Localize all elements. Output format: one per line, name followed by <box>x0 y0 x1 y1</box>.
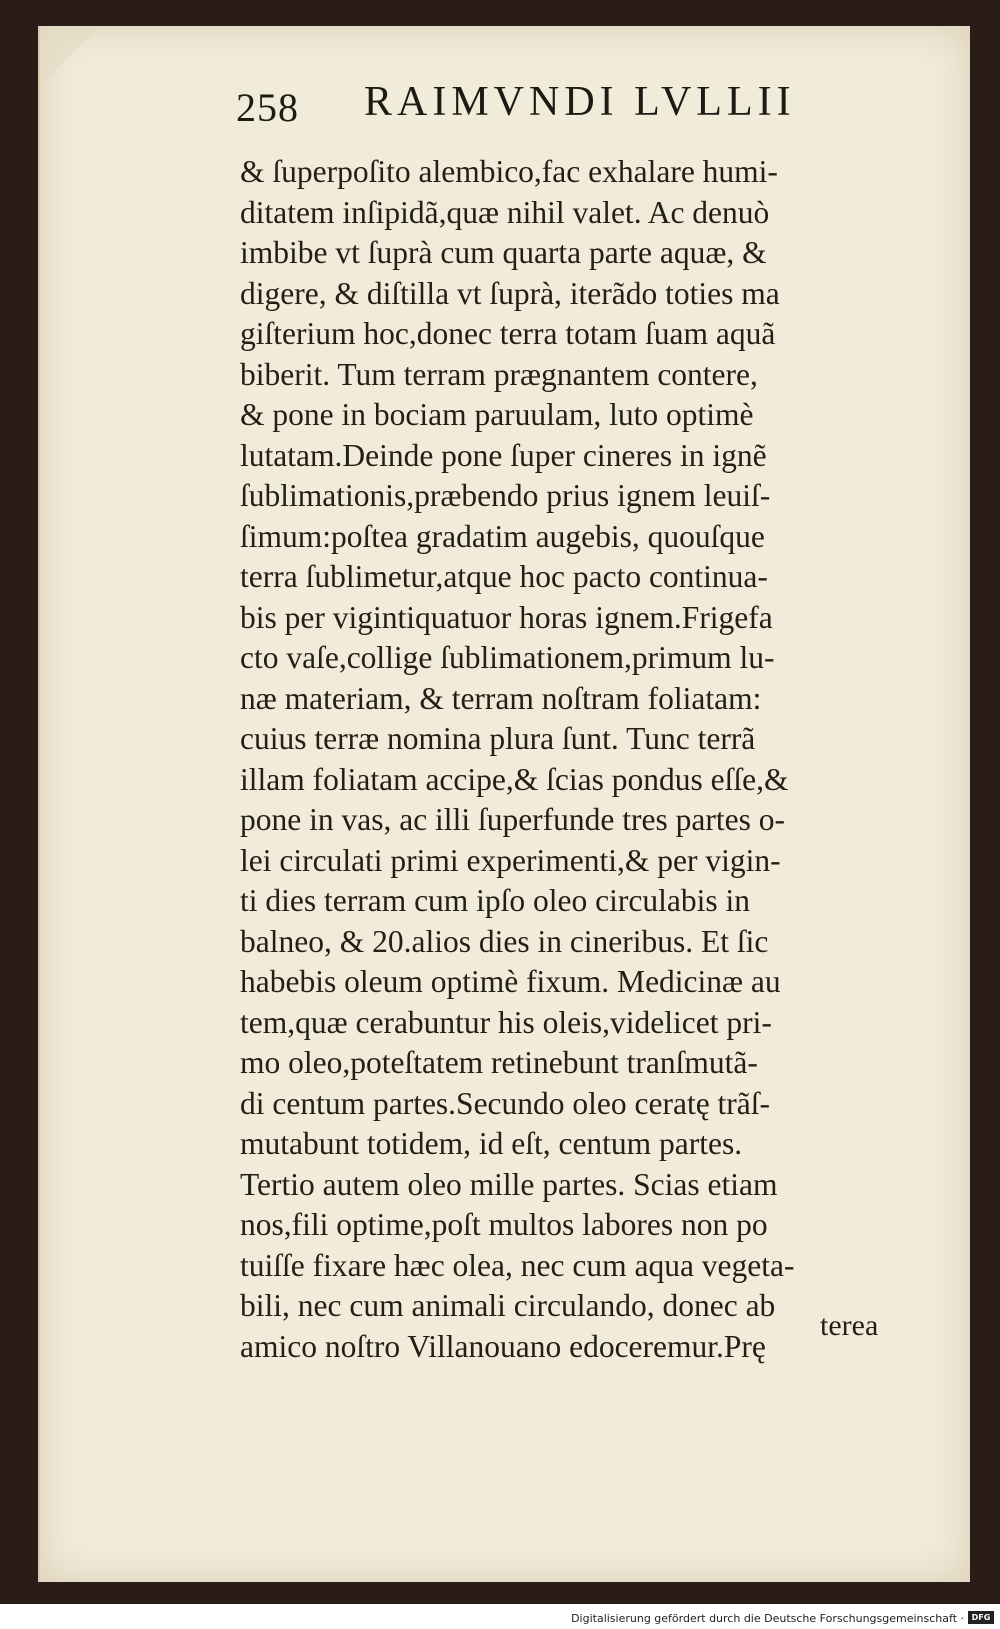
text-line: terra ſublimetur,atque hoc pacto continua- <box>240 559 768 594</box>
text-line: pone in vas, ac illi ſuperfunde tres partes o- <box>240 802 785 837</box>
digitization-credit: Digitalisierung gefördert durch die Deutsche Forschungsgemeinschaft · <box>571 1612 964 1625</box>
text-line: amico noſtro Villanouano edoceremur.Prę <box>240 1328 766 1364</box>
text-line: ſimum:poſtea gradatim augebis, quouſque <box>240 518 765 554</box>
text-line: bis per vigintiquatuor horas ignem.Frigefa <box>240 599 773 635</box>
text-line: giſterium hoc,donec terra totam ſuam aquã <box>240 316 776 351</box>
text-line: tem,quæ cerabuntur his oleis,videlicet pri- <box>240 1004 772 1040</box>
text-line: imbibe vt ſuprà cum quarta parte aquæ, & <box>240 235 767 270</box>
text-line: & pone in bociam paruulam, luto optimè <box>240 397 754 432</box>
text-line: di centum partes.Secundo oleo ceratę trãſ- <box>240 1085 771 1121</box>
dfg-logo: DFG <box>968 1611 994 1624</box>
text-line: mo oleo,poteſtatem retinebunt tranſmutã- <box>240 1045 758 1080</box>
text-line: lei circulati primi experimenti,& per vigin- <box>240 842 781 878</box>
text-line: balneo, & 20.alios dies in cineribus. Et ſic <box>240 923 769 959</box>
page-corner-fold <box>40 26 100 86</box>
text-line: bili, nec cum animali circulando, donec ab <box>240 1288 776 1323</box>
text-line: biberit. Tum terram prægnantem contere, <box>240 356 758 392</box>
text-line: cuius terræ nomina plura ſunt. Tunc terrã <box>240 721 756 756</box>
text-line: cto vaſe,collige ſublimationem,primum lu- <box>240 640 775 675</box>
running-head: RAIMVNDI LVLLII <box>364 79 796 125</box>
text-line: ditatem inſipidã,quæ nihil valet. Ac denuò <box>240 194 770 230</box>
page-number: 258 <box>236 85 299 130</box>
text-line: tuiſſe fixare hæc olea, nec cum aqua vegeta- <box>240 1247 795 1283</box>
text-line: illam foliatam accipe,& ſcias pondus eſſe,& <box>240 761 789 797</box>
text-line: ti dies terram cum ipſo oleo circulabis in <box>240 883 750 918</box>
body-text <box>240 152 935 1367</box>
text-line: lutatam.Deinde pone ſuper cineres in ignẽ <box>240 437 767 473</box>
page-header <box>236 78 876 138</box>
text-line: nos,fili optime,poſt multos labores non po <box>240 1207 768 1242</box>
text-line: habebis oleum optimè fixum. Medicinæ au <box>240 964 781 999</box>
text-line: ſublimationis,præbendo prius ignem leuiſ- <box>240 478 771 513</box>
catchword: terea <box>820 1309 879 1342</box>
text-line: mutabunt totidem, id eſt, centum partes. <box>240 1126 743 1161</box>
text-line: & ſuperpoſito alembico,fac exhalare humi- <box>240 154 778 189</box>
text-line: Tertio autem oleo mille partes. Scias etiam <box>240 1166 778 1202</box>
text-line: digere, & diſtilla vt ſuprà, iterãdo toties ma <box>240 275 780 311</box>
text-line: næ materiam, & terram noſtram foliatam: <box>240 680 762 716</box>
